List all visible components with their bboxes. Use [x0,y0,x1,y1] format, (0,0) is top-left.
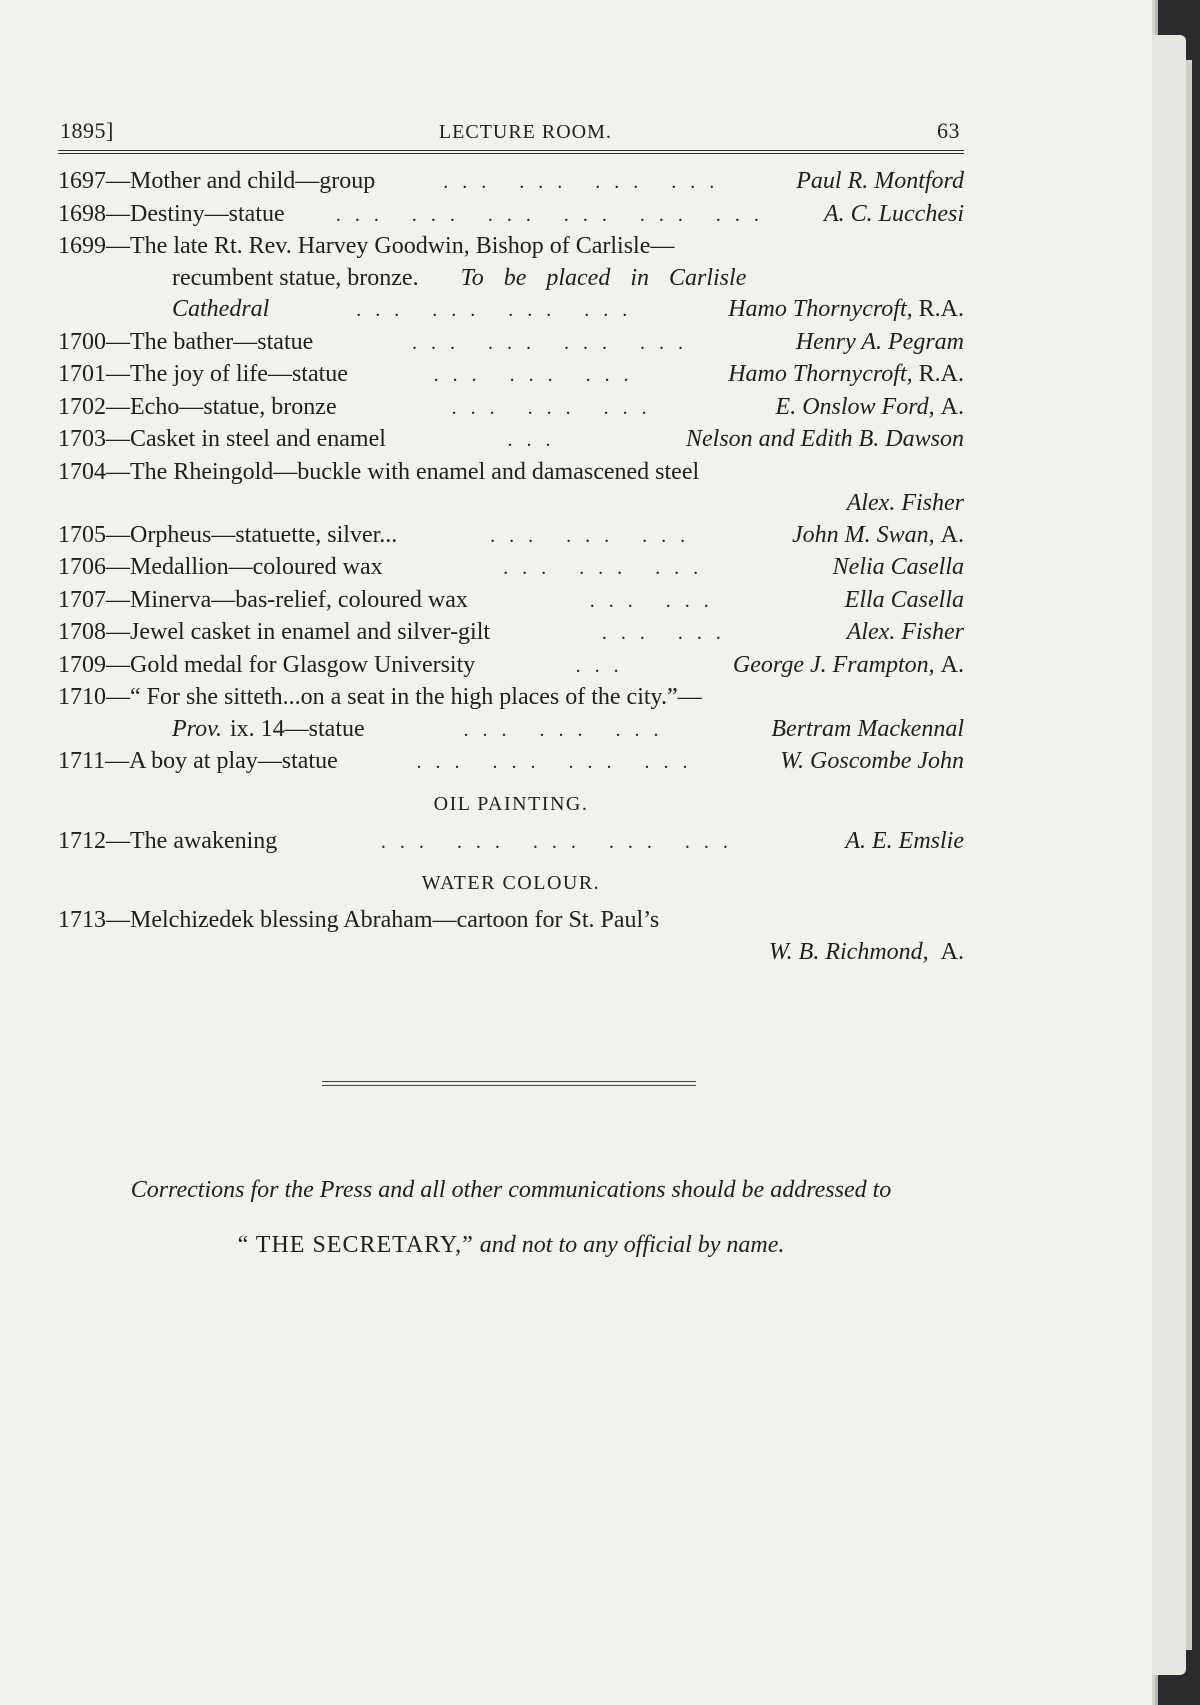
catalogue-entry [58,327,964,360]
catalogue-entry [58,746,964,779]
artist-rank: R.A. [918,361,964,387]
entry-title: —Medallion—coloured wax [106,554,383,580]
entry-artist: Nelia Casella [832,554,964,580]
entry-number: 1713 [58,907,106,933]
header-year: 1895] [60,118,114,143]
entry-note: To be placed in Carlisle [460,264,747,291]
page-content [58,118,964,968]
section-heading-water-colour: WATER COLOUR. [421,872,601,894]
catalogue-entry [58,585,964,618]
entry-artist: W. B. Richmond, [768,938,929,965]
footnote-rest: and not to any official by name. [479,1232,785,1258]
catalogue-entry [58,424,964,457]
entry-artist: A. C. Lucchesi [824,200,964,227]
running-head [58,118,964,150]
entry-number: 1698 [58,200,106,227]
catalogue-entry [58,905,964,937]
entry-title: —The joy of life—statue [106,361,348,387]
entry-number: 1701 [58,361,106,387]
entry-artist: Hamo Thornycroft, [728,361,913,387]
entry-number: 1711 [58,748,106,774]
entry-artist-line [58,488,964,520]
catalogue-entry [58,826,964,859]
artist-rank: A. [940,393,964,420]
catalogue-entry [58,650,964,683]
entry-number: 1710 [58,684,106,710]
catalogue-entry [58,392,964,425]
entry-title: —A boy at play—statue [105,748,338,774]
entry-artist: Paul R. Montford [796,168,964,194]
leader-dots: ... ... ... ... [356,299,642,321]
entry-number: 1708 [58,619,106,645]
entry-artist: Bertram Mackennal [771,715,964,742]
entry-artist: Henry A. Pegram [795,328,964,355]
artist-rank: A. [940,521,964,548]
catalogue-entry [58,359,964,392]
entry-number: 1700 [58,328,106,355]
entry-reference: Prov. [172,715,222,742]
leader-dots: ... ... ... ... [412,331,698,354]
entry-artist: Hamo Thornycroft, [728,296,913,322]
entry-artist: W. Goscombe John [780,748,964,774]
header-rule [58,150,964,154]
entry-number: 1704 [58,458,106,485]
entry-title: —Echo—statue, bronze [106,393,337,420]
entry-artist-line [58,937,964,969]
artist-rank: A. [940,938,964,965]
closing-rule [322,1081,696,1086]
page-edge [1152,35,1186,1675]
entry-number: 1703 [58,426,106,452]
footnote-secretary: “ THE SECRETARY,” [237,1232,474,1258]
catalogue-entry [58,457,964,489]
leader-dots: ... ... ... ... ... [380,830,742,853]
leader-dots: ... [507,429,565,451]
leader-dots: ... ... ... ... [416,751,702,773]
page-edge-shadow [1186,60,1192,1650]
entry-artist: Nelson and Edith B. Dawson [685,426,964,452]
entry-number: 1697 [58,168,106,194]
leader-dots: ... ... [589,589,723,612]
catalogue-entry [58,520,964,553]
leader-dots: ... ... ... [490,524,700,547]
entry-number: 1705 [58,521,106,548]
catalogue-entry [58,231,964,263]
entry-title: —Melchizedek blessing Abraham—cartoon for St. Paul’s [106,907,660,933]
entry-artist: George J. Frampton, [732,651,935,678]
artist-rank: R.A. [918,296,964,322]
section-heading-oil-painting: OIL PAINTING. [433,792,589,815]
entry-title: —Destiny—statue [106,200,285,227]
entry-number: 1702 [58,393,106,420]
entry-title: —Minerva—bas-relief, coloured wax [106,586,468,613]
catalogue-entry [58,682,964,714]
entry-title: —The bather—statue [106,328,314,355]
entry-title: —Gold medal for Glasgow University [106,651,476,678]
entry-artist: E. Onslow Ford, [775,393,935,420]
leader-dots: ... ... ... [463,718,673,741]
entry-title-cont: ix. 14—statue [229,715,365,742]
catalogue-entry [58,617,964,650]
entry-number: 1709 [58,651,106,678]
leader-dots: ... ... ... ... ... ... [335,203,773,226]
entry-artist: Ella Casella [844,586,964,613]
entry-continuation [58,263,964,295]
header-title: LECTURE ROOM. [438,121,612,143]
entry-title: —Jewel casket in enamel and silver-gilt [106,619,491,645]
entry-continuation [58,294,964,327]
entry-number: 1706 [58,554,106,580]
entry-note-cont: Cathedral [172,296,270,322]
entry-title-cont: recumbent statue, bronze. [172,264,419,291]
leader-dots: ... [575,654,633,677]
entry-title: —The Rheingold—buckle with enamel and damascened steel [106,458,700,485]
entry-number: 1707 [58,586,106,613]
page-number: 63 [936,118,960,143]
artist-rank: A. [940,651,964,678]
entry-number: 1699 [58,233,106,259]
entry-artist: Alex. Fisher [846,490,964,516]
leader-dots: ... ... ... [503,557,713,579]
entry-number: 1712 [58,827,106,854]
leader-dots: ... ... [601,622,735,644]
entry-title: —Mother and child—group [106,168,376,194]
leader-dots: ... ... ... ... [443,171,729,193]
entry-title: —The late Rt. Rev. Harvey Goodwin, Bishop of Carlisle— [106,233,675,259]
leader-dots: ... ... ... [433,364,643,386]
catalogue-entry [58,552,964,585]
entry-title: —The awakening [106,827,278,854]
footnote-line-1: Corrections for the Press and all other communications should be addressed to [130,1177,892,1203]
entry-continuation [58,714,964,747]
leader-dots: ... ... ... [451,396,661,419]
entry-artist: Alex. Fisher [846,619,964,645]
catalogue-entry [58,166,964,199]
entry-title: —Casket in steel and enamel [106,426,386,452]
entry-title: —Orpheus—statuette, silver... [106,521,398,548]
entry-artist: A. E. Emslie [845,827,964,854]
catalogue-entry [58,199,964,232]
entry-artist: John M. Swan, [792,521,935,548]
footnote-line-2 [58,1230,964,1260]
entry-title: —“ For she sitteth...on a seat in the high places of the city.”— [106,684,702,710]
